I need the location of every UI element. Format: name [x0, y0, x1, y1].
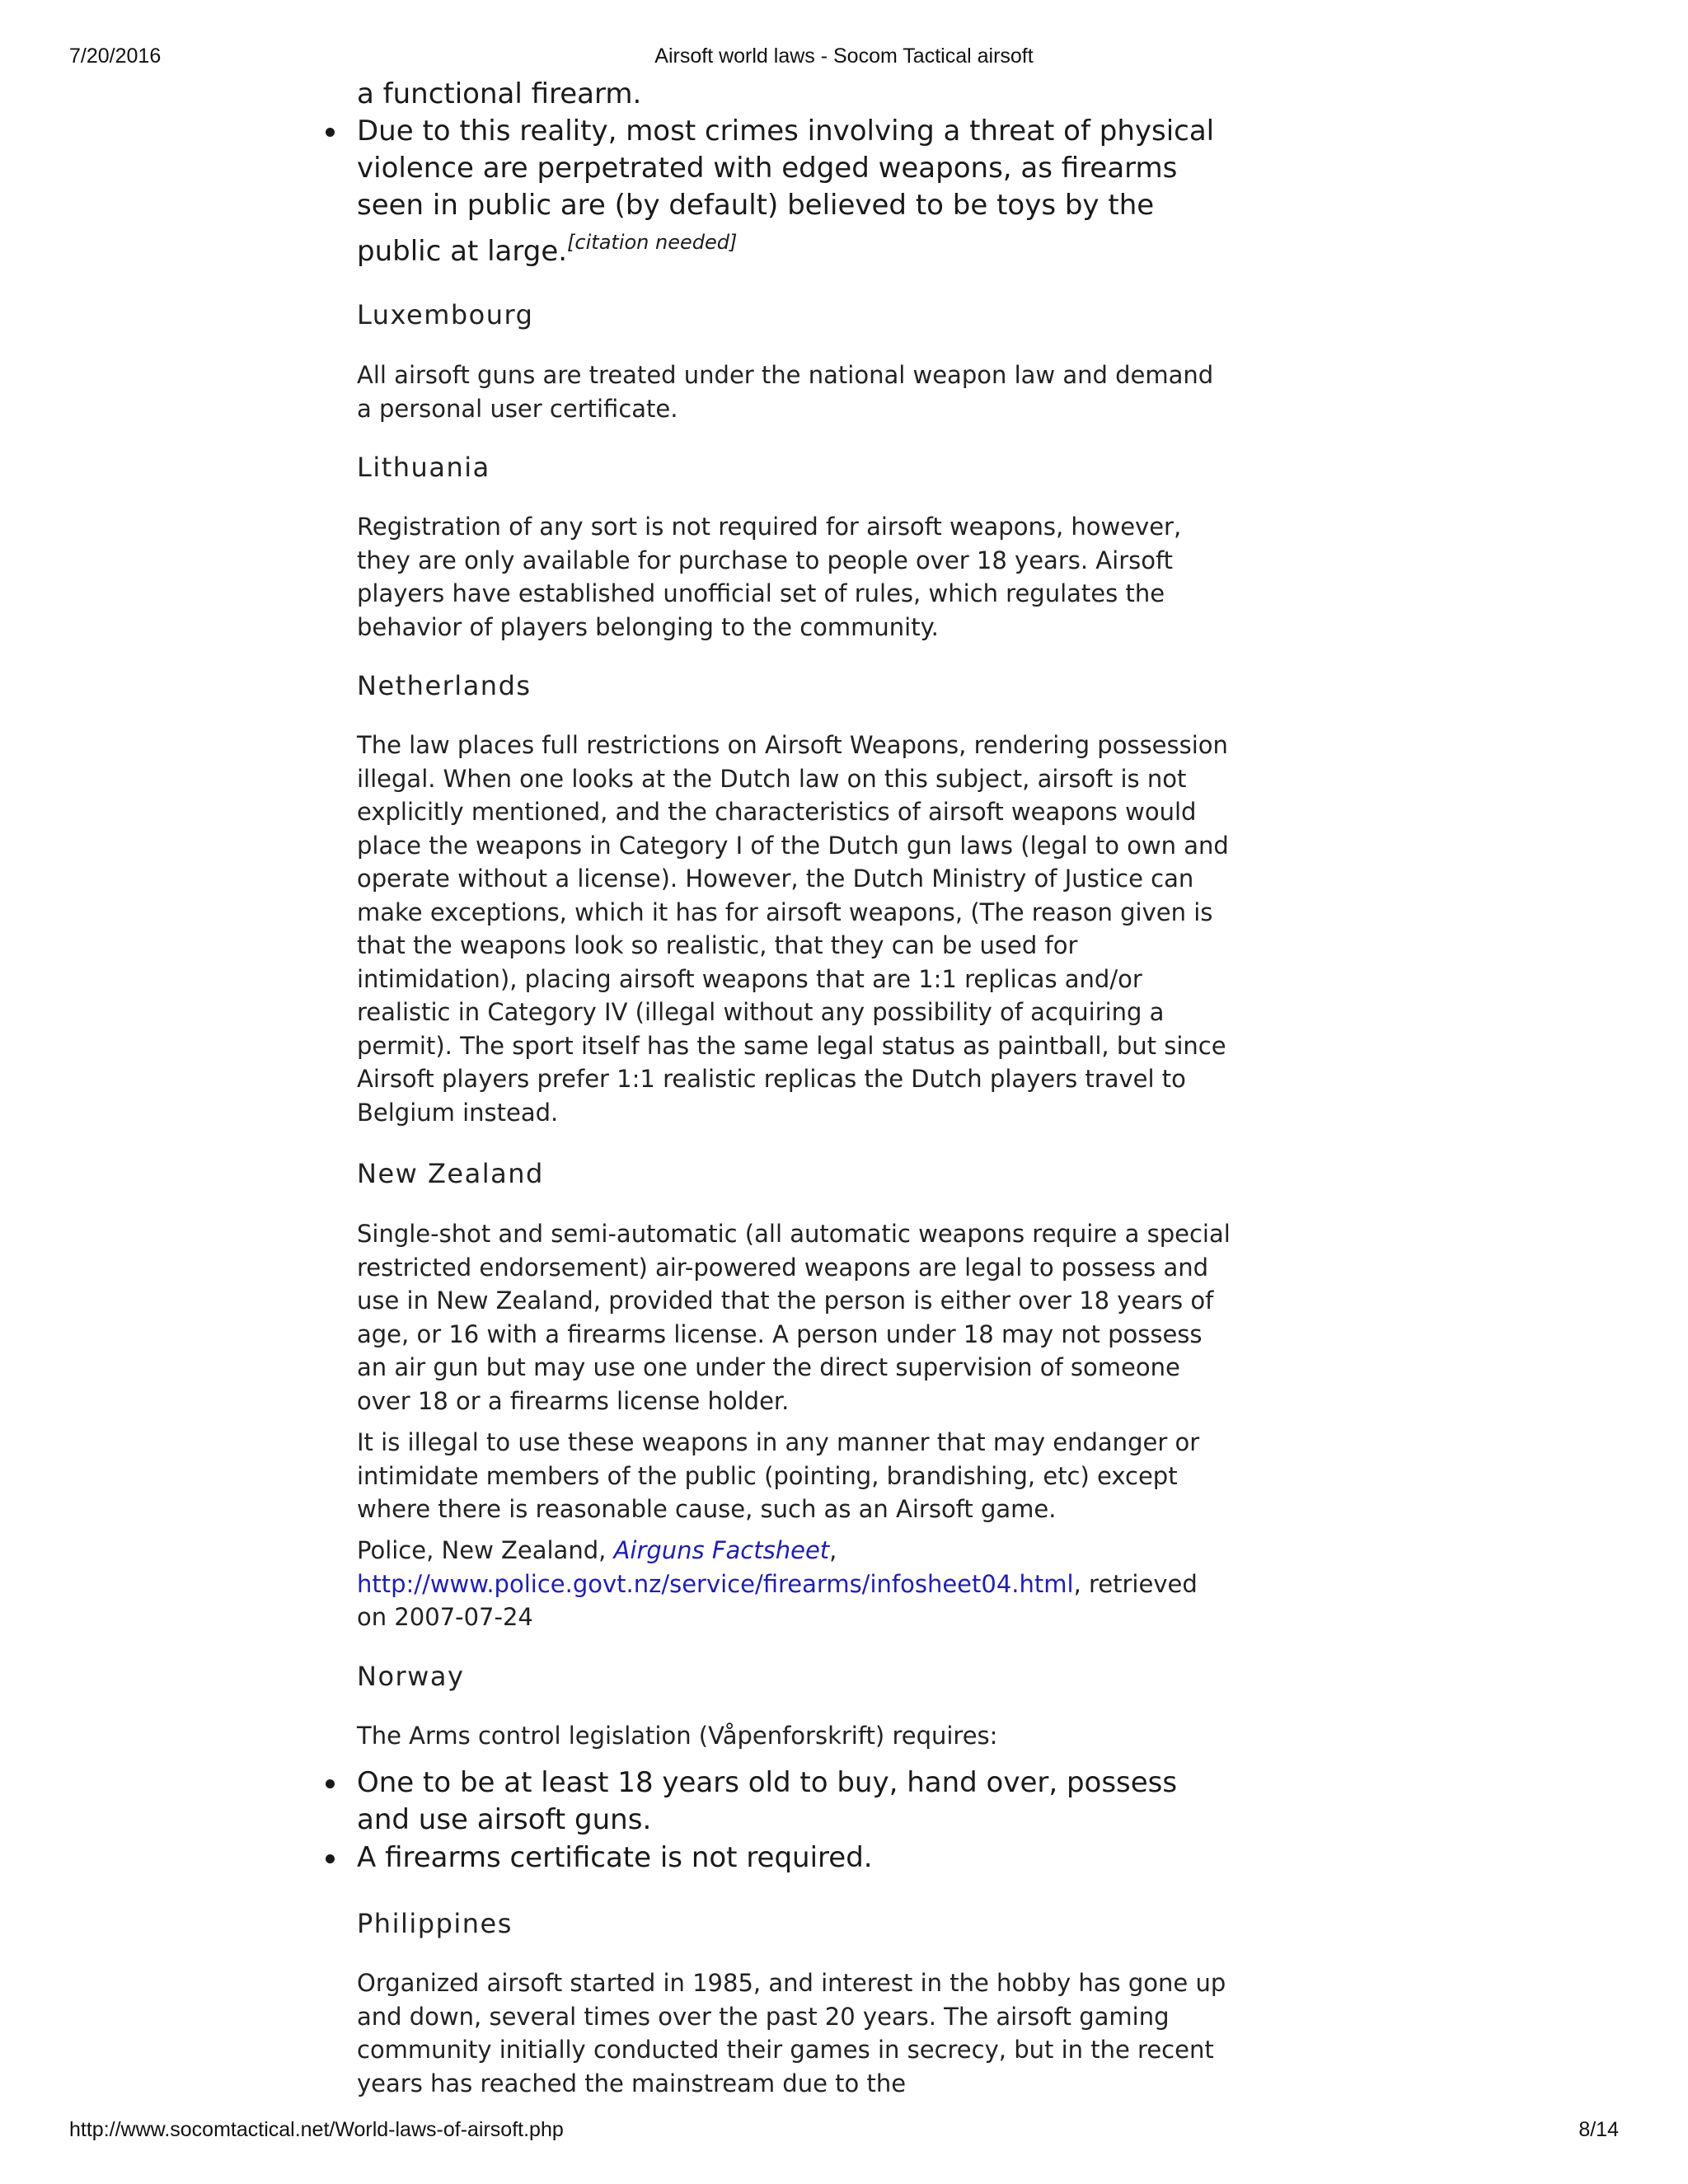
citation-needed-link[interactable]: [citation needed]	[567, 231, 738, 254]
section-text: The law places full restrictions on Airsoft Weapons, rendering possession illegal. When one looks at the Dutch law on this subject, airsoft is not explicitly mentioned, and the characteristics of airsoft weapons would place the weapons in Category I of the Dutch gun laws (legal to own and operate without a license). However, the Dutch Ministry of Justice can make exceptions, which it has for airsoft weapons, (The reason given is that the weapons look so realistic, that they can be used for intimidation), placing airsoft weapons that are 1:1 replicas and/or realistic in Category IV (illegal without any possibility of acquiring a permit). The sport itself has the same legal status as paintball, but since Airsoft players prefer 1:1 realistic replicas the Dutch players travel to Belgium instead.	[357, 731, 1229, 1127]
page-url: http://www.socomtactical.net/World-laws-of-airsoft.php	[69, 2118, 564, 2141]
section-heading-luxembourg: Luxembourg	[357, 299, 534, 330]
section-text: The Arms control legislation (Våpenforskrift) requires:	[357, 1722, 998, 1750]
reference-comma: ,	[829, 1536, 837, 1564]
section-text: It is illegal to use these weapons in any manner that may endanger or intimidate members of the public (pointing, brandishing, etc) except where there is reasonable cause, such as an Airsoft game.	[357, 1428, 1200, 1523]
print-date: 7/20/2016	[69, 45, 162, 68]
section-text: All airsoft guns are treated under the national weapon law and demand a personal user certificate.	[357, 361, 1214, 423]
list-item: A firearms certificate is not required.	[357, 1840, 1231, 1877]
section-text: Registration of any sort is not required for airsoft weapons, however, they are only available for purchase to people over 18 years. Airsoft players have established unofficial set of rules, which regulates the behavior of players belonging to the community.	[357, 513, 1182, 641]
section-heading-netherlands: Netherlands	[357, 670, 532, 701]
continued-line: a functional firearm.	[357, 77, 642, 110]
police-url-link[interactable]: http://www.police.govt.nz/service/firearms/infosheet04.html	[357, 1569, 1074, 1598]
section-heading-philippines: Philippines	[357, 1908, 513, 1939]
section-text: Organized airsoft started in 1985, and interest in the hobby has gone up and down, several times over the past 20 years. The airsoft gaming community initially conducted their games in secrecy, but in the recent years has reached the mainstream due to the	[357, 1969, 1226, 2097]
section-heading-new-zealand: New Zealand	[357, 1158, 544, 1189]
reference-citation	[357, 1534, 1231, 1634]
list-item: One to be at least 18 years old to buy, hand over, possess and use airsoft guns.	[357, 1765, 1231, 1839]
list-item-text: Due to this reality, most crimes involving a threat of physical violence are perpetrated with edged weapons, as firearms seen in public are (by default) believed to be toys by the public at large.	[357, 115, 1215, 268]
reference-prefix: Police, New Zealand,	[357, 1536, 614, 1564]
section-heading-lithuania: Lithuania	[357, 452, 490, 483]
airguns-factsheet-link[interactable]: Airguns Factsheet	[613, 1536, 830, 1564]
page-number: 8/14	[1578, 2118, 1619, 2141]
list-item	[357, 113, 1231, 270]
section-text: Single-shot and semi-automatic (all automatic weapons require a special restricted endorsement) air-powered weapons are legal to possess and use in New Zealand, provided that the person is either over 18 years of age, or 16 with a firearms license. A person under 18 may not possess an air gun but may use one under the direct supervision of someone over 18 or a firearms license holder.	[357, 1220, 1231, 1415]
page-title: Airsoft world laws - Socom Tactical airsoft	[654, 45, 1034, 68]
section-heading-norway: Norway	[357, 1661, 465, 1692]
reference-suffix: , retrieved on 2007-07-24	[357, 1569, 1198, 1631]
